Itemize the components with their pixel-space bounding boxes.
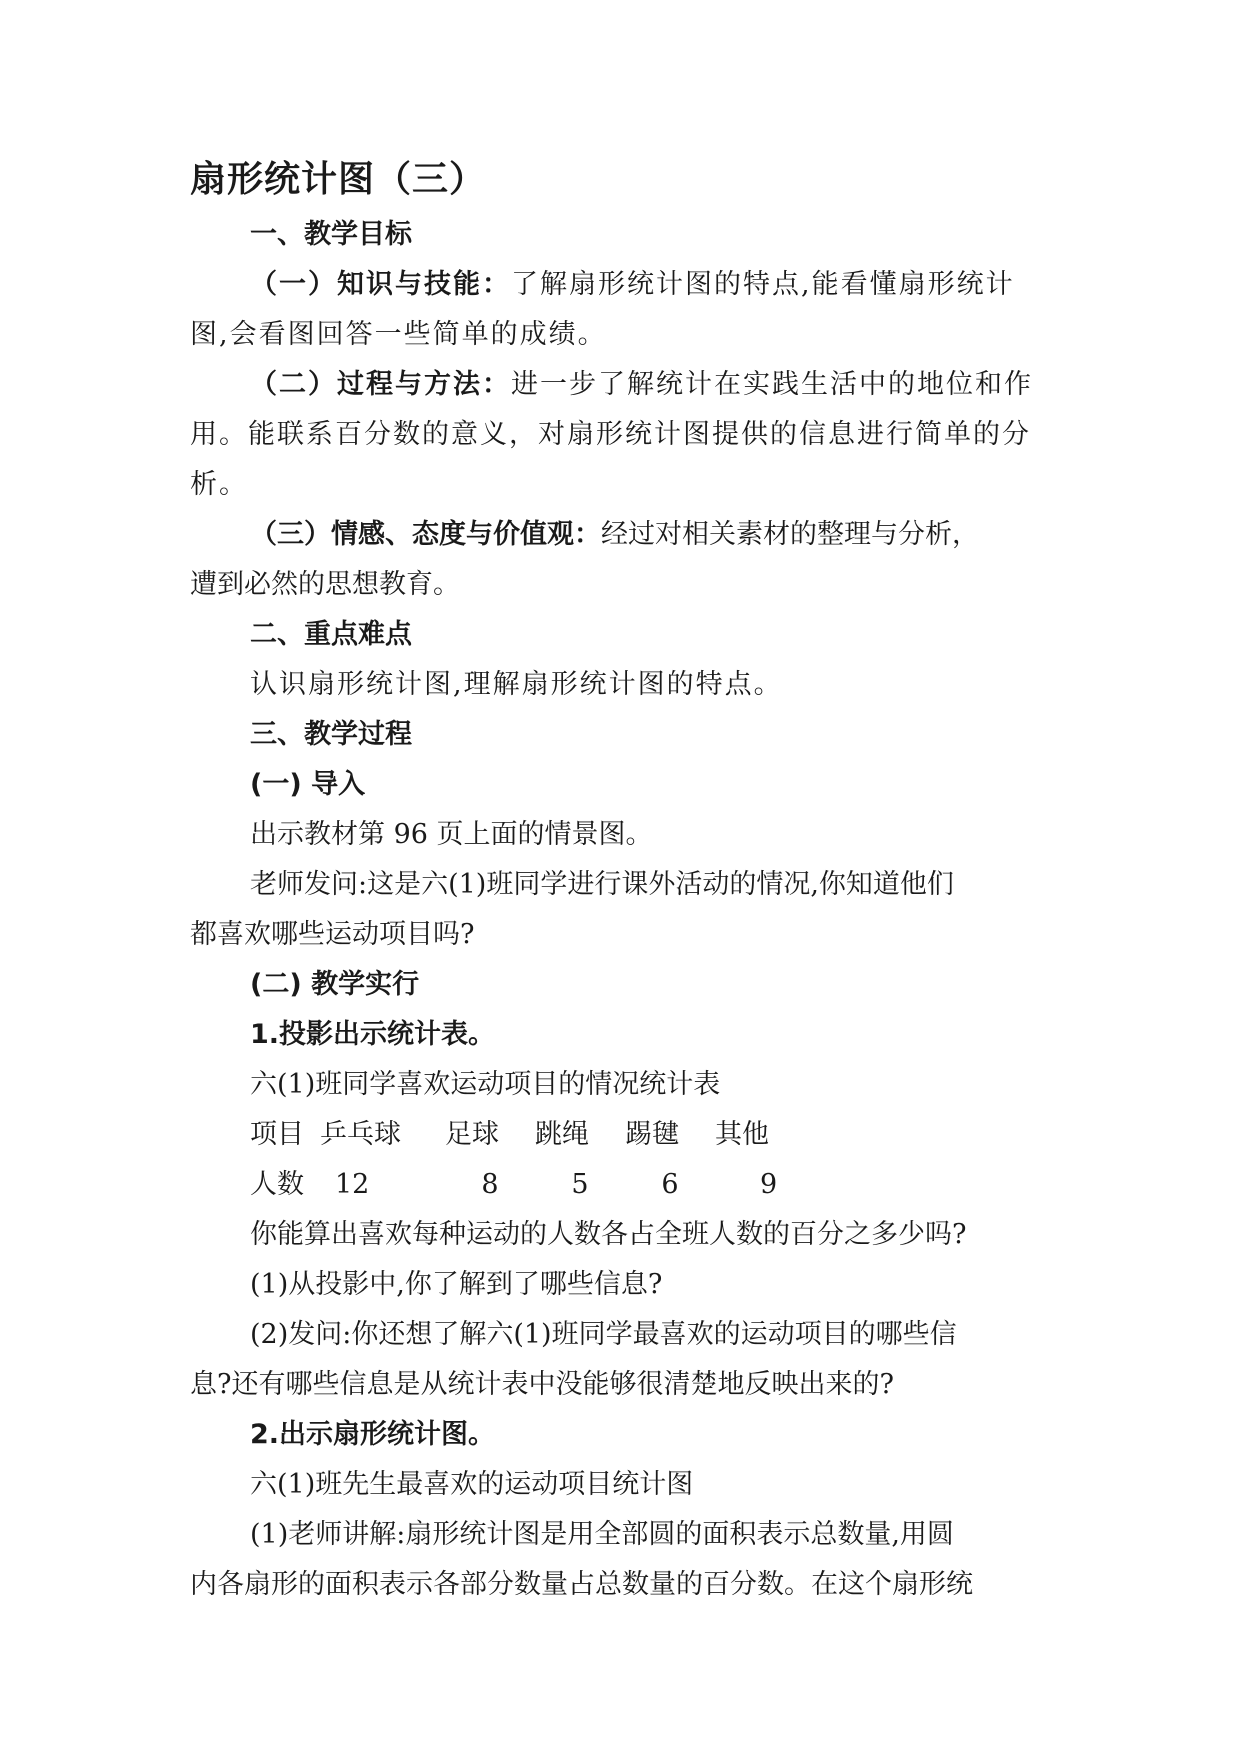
- table-title: 六(1)班同学喜欢运动项目的情况统计表: [250, 1069, 721, 1100]
- subsection-heading-intro: (一) 导入: [250, 769, 366, 800]
- objective-emotion-label: （三）情感、态度与价值观：: [250, 519, 601, 550]
- table-cell: 跳绳: [535, 1119, 589, 1150]
- objective-process-line3: 析。: [190, 469, 248, 500]
- objective-emotion-line2: 遭到必然的思想教育。: [190, 569, 460, 600]
- objective-knowledge-text: 了解扇形统计图的特点,能看懂扇形统计: [511, 269, 1015, 300]
- question-1: 你能算出喜欢每种运动的人数各占全班人数的百分之多少吗?: [250, 1219, 967, 1250]
- objective-process-label: （二）过程与方法：: [250, 369, 511, 400]
- objective-emotion-line1: [190, 510, 1060, 560]
- table-cell: 人数: [250, 1169, 304, 1200]
- objective-knowledge-line2: 图,会看图回答一些简单的成绩。: [190, 319, 607, 350]
- question-3-line1: (2)发问:你还想了解六(1)班同学最喜欢的运动项目的哪些信: [250, 1319, 957, 1350]
- table-cell: 12: [335, 1169, 370, 1200]
- step-1-heading: 1.投影出示统计表。: [250, 1019, 496, 1050]
- subsection-heading-implementation: (二) 教学实行: [250, 969, 420, 1000]
- section-heading-keypoints: 二、重点难点: [250, 619, 412, 650]
- objective-emotion-text: 经过对相关素材的整理与分析，: [601, 519, 979, 550]
- intro-paragraph-1: 出示教材第 96 页上面的情景图。: [250, 819, 653, 850]
- objective-process-text: 进一步了解统计在实践生活中的地位和作: [511, 369, 1033, 400]
- keypoints-text: 认识扇形统计图,理解扇形统计图的特点。: [250, 669, 783, 700]
- table-cell: 乒乓球: [320, 1119, 401, 1150]
- table-cell: 9: [760, 1169, 778, 1200]
- objective-knowledge-label: （一）知识与技能：: [250, 269, 511, 300]
- objective-knowledge-line1: [190, 260, 1060, 310]
- section-heading-process: 三、教学过程: [250, 719, 412, 750]
- question-3-line2: 息?还有哪些信息是从统计表中没能够很清楚地反映出来的?: [190, 1369, 894, 1400]
- table-value-row: [190, 1160, 1060, 1210]
- table-cell: 6: [661, 1169, 679, 1200]
- intro-paragraph-2-line1: 老师发问:这是六(1)班同学进行课外活动的情况,你知道他们: [250, 869, 954, 900]
- table-cell: 足球: [445, 1119, 499, 1150]
- explanation-line2: 内各扇形的面积表示各部分数量占总数量的百分数。在这个扇形统: [190, 1569, 973, 1600]
- table-cell: 踢毽: [625, 1119, 679, 1150]
- objective-process-line1: [190, 360, 1060, 410]
- question-2: (1)从投影中,你了解到了哪些信息?: [250, 1269, 663, 1300]
- explanation-line1: (1)老师讲解:扇形统计图是用全部圆的面积表示总数量,用圆: [250, 1519, 954, 1550]
- table-cell: 8: [481, 1169, 499, 1200]
- table-cell: 项目: [250, 1119, 304, 1150]
- table-cell: 其他: [715, 1119, 769, 1150]
- document-content: [190, 150, 1060, 1610]
- step-2-heading: 2.出示扇形统计图。: [250, 1419, 496, 1450]
- section-heading-objectives: 一、教学目标: [250, 219, 412, 250]
- intro-paragraph-2-line2: 都喜欢哪些运动项目吗?: [190, 919, 475, 950]
- table-cell: 5: [571, 1169, 589, 1200]
- table-header-row: [190, 1110, 1060, 1160]
- chart-title-text: 六(1)班先生最喜欢的运动项目统计图: [250, 1469, 694, 1500]
- page-title: 扇形统计图（三）: [190, 159, 487, 200]
- objective-process-line2: 用。能联系百分数的意义，对扇形统计图提供的信息进行简单的分: [190, 419, 1031, 450]
